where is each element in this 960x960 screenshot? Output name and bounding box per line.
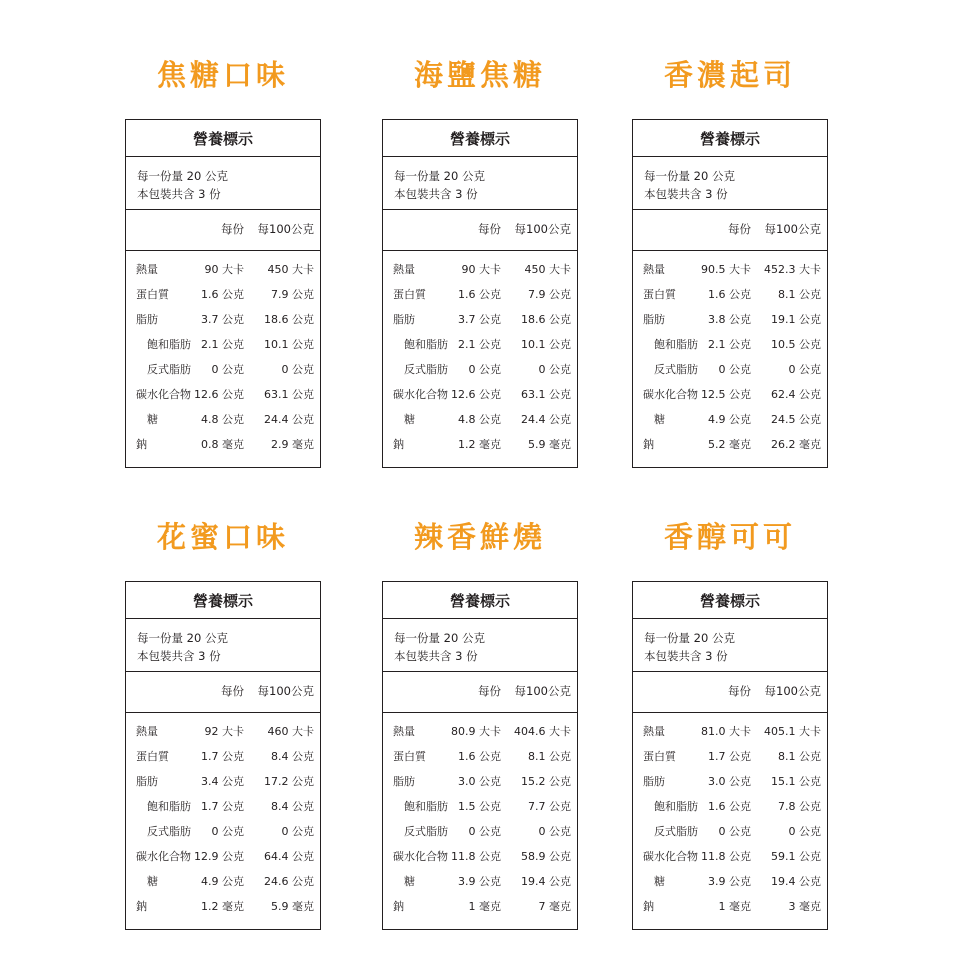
- nutrient-row: [383, 873, 577, 898]
- value-per-100g: 0 公克: [788, 825, 821, 838]
- nutrient-name: 碳水化合物: [136, 850, 191, 863]
- value-per-100g: 5.9 毫克: [528, 438, 571, 451]
- value-per-serving: 0 公克: [718, 825, 751, 838]
- value-per-serving: 2.1 公克: [458, 338, 501, 351]
- serving-info: [383, 619, 577, 672]
- serving-size: 每一份量 20 公克: [137, 631, 228, 645]
- nutrient-name: 糖: [404, 875, 415, 888]
- nutrient-rows: [383, 713, 577, 923]
- value-per-serving: 81.0 大卡: [701, 725, 751, 738]
- nutrient-name: 鈉: [643, 438, 654, 451]
- value-per-serving: 0 公克: [211, 363, 244, 376]
- nutrient-row: [126, 723, 320, 748]
- value-per-100g: 19.4 公克: [521, 875, 571, 888]
- nutrient-name: 碳水化合物: [643, 388, 698, 401]
- label-heading: 營養標示: [126, 120, 320, 157]
- value-per-100g: 2.9 毫克: [271, 438, 314, 451]
- nutrient-row: [383, 748, 577, 773]
- nutrient-name: 糖: [147, 875, 158, 888]
- value-per-100g: 15.1 公克: [771, 775, 821, 788]
- flavor-title: 焦糖口味: [156, 58, 289, 92]
- nutrient-row: [383, 723, 577, 748]
- nutrition-label: [632, 581, 828, 930]
- nutrient-row: [383, 823, 577, 848]
- nutrient-row: [126, 823, 320, 848]
- nutrient-row: [633, 336, 827, 361]
- value-per-100g: 5.9 毫克: [271, 900, 314, 913]
- value-per-100g: 19.1 公克: [771, 313, 821, 326]
- nutrient-row: [633, 411, 827, 436]
- value-per-100g: 0 公克: [538, 363, 571, 376]
- flavor-title: 花蜜口味: [156, 520, 289, 554]
- value-per-serving: 3.7 公克: [201, 313, 244, 326]
- flavor-title: 香濃起司: [663, 58, 796, 92]
- nutrient-name: 鈉: [136, 438, 147, 451]
- value-per-serving: 4.8 公克: [201, 413, 244, 426]
- nutrient-name: 反式脂肪: [404, 825, 448, 838]
- servings-per-package: 本包裝共含 3 份: [137, 649, 221, 663]
- value-per-serving: 1 毫克: [468, 900, 501, 913]
- label-heading: 營養標示: [633, 120, 827, 157]
- value-per-100g: 7.7 公克: [528, 800, 571, 813]
- nutrient-row: [126, 261, 320, 286]
- nutrient-row: [126, 873, 320, 898]
- nutrient-name: 碳水化合物: [393, 388, 448, 401]
- nutrient-name: 碳水化合物: [393, 850, 448, 863]
- nutrient-name: 熱量: [393, 263, 415, 276]
- nutrient-row: [126, 386, 320, 411]
- nutrient-name: 碳水化合物: [136, 388, 191, 401]
- nutrient-row: [383, 798, 577, 823]
- value-per-serving: 90 大卡: [204, 263, 244, 276]
- value-per-100g: 8.1 公克: [528, 750, 571, 763]
- nutrient-row: [633, 361, 827, 386]
- value-per-serving: 3.8 公克: [708, 313, 751, 326]
- servings-per-package: 本包裝共含 3 份: [394, 649, 478, 663]
- value-per-serving: 3.9 公克: [458, 875, 501, 888]
- value-per-serving: 3.7 公克: [458, 313, 501, 326]
- nutrient-name: 熱量: [136, 725, 158, 738]
- nutrient-row: [383, 898, 577, 923]
- nutrient-name: 碳水化合物: [643, 850, 698, 863]
- nutrition-label: [632, 119, 828, 468]
- value-per-100g: 10.1 公克: [264, 338, 314, 351]
- column-per-100g: 每100公克: [764, 684, 821, 698]
- value-per-100g: 7 毫克: [538, 900, 571, 913]
- value-per-serving: 1.6 公克: [201, 288, 244, 301]
- nutrient-name: 飽和脂肪: [654, 338, 698, 351]
- column-per-100g: 每100公克: [257, 222, 314, 236]
- nutrient-row: [126, 286, 320, 311]
- value-per-serving: 92 大卡: [204, 725, 244, 738]
- value-per-serving: 12.9 公克: [194, 850, 244, 863]
- nutrient-row: [633, 748, 827, 773]
- value-per-serving: 0 公克: [718, 363, 751, 376]
- value-per-serving: 1.7 公克: [201, 750, 244, 763]
- flavor-title: 香醇可可: [663, 520, 796, 554]
- value-per-100g: 0 公克: [538, 825, 571, 838]
- nutrient-name: 反式脂肪: [147, 825, 191, 838]
- column-per-serving: 每份: [728, 684, 751, 698]
- value-per-serving: 90 大卡: [461, 263, 501, 276]
- nutrient-row: [126, 361, 320, 386]
- flavor-title: 辣香鮮燒: [413, 520, 546, 554]
- nutrient-name: 脂肪: [136, 313, 158, 326]
- value-per-serving: 3.0 公克: [458, 775, 501, 788]
- value-per-serving: 1 毫克: [718, 900, 751, 913]
- nutrient-name: 脂肪: [393, 775, 415, 788]
- value-per-100g: 15.2 公克: [521, 775, 571, 788]
- value-per-serving: 1.6 公克: [708, 288, 751, 301]
- nutrient-name: 鈉: [393, 438, 404, 451]
- column-header: [126, 672, 320, 713]
- value-per-100g: 63.1 公克: [521, 388, 571, 401]
- nutrient-name: 脂肪: [643, 775, 665, 788]
- nutrient-name: 蛋白質: [136, 750, 169, 763]
- nutrient-row: [383, 361, 577, 386]
- value-per-100g: 17.2 公克: [264, 775, 314, 788]
- serving-size: 每一份量 20 公克: [137, 169, 228, 183]
- nutrient-row: [126, 748, 320, 773]
- nutrient-name: 反式脂肪: [404, 363, 448, 376]
- value-per-100g: 24.4 公克: [521, 413, 571, 426]
- nutrient-row: [633, 848, 827, 873]
- value-per-serving: 5.2 毫克: [708, 438, 751, 451]
- serving-info: [126, 157, 320, 210]
- nutrient-row: [383, 286, 577, 311]
- value-per-100g: 10.1 公克: [521, 338, 571, 351]
- nutrient-row: [126, 898, 320, 923]
- value-per-serving: 0.8 毫克: [201, 438, 244, 451]
- nutrient-name: 熱量: [643, 725, 665, 738]
- label-heading: 營養標示: [126, 582, 320, 619]
- value-per-100g: 26.2 毫克: [771, 438, 821, 451]
- nutrient-name: 熱量: [136, 263, 158, 276]
- label-heading: 營養標示: [383, 582, 577, 619]
- nutrient-rows: [383, 251, 577, 461]
- nutrient-name: 蛋白質: [643, 750, 676, 763]
- column-per-100g: 每100公克: [764, 222, 821, 236]
- nutrient-row: [126, 848, 320, 873]
- nutrient-rows: [633, 713, 827, 923]
- servings-per-package: 本包裝共含 3 份: [394, 187, 478, 201]
- value-per-100g: 19.4 公克: [771, 875, 821, 888]
- column-header: [633, 672, 827, 713]
- column-per-serving: 每份: [478, 684, 501, 698]
- nutrient-name: 糖: [654, 875, 665, 888]
- column-header: [126, 210, 320, 251]
- column-per-serving: 每份: [221, 684, 244, 698]
- nutrient-name: 飽和脂肪: [654, 800, 698, 813]
- label-heading: 營養標示: [383, 120, 577, 157]
- nutrient-name: 蛋白質: [643, 288, 676, 301]
- nutrient-name: 反式脂肪: [654, 825, 698, 838]
- nutrient-row: [383, 386, 577, 411]
- nutrient-row: [383, 848, 577, 873]
- serving-size: 每一份量 20 公克: [394, 169, 485, 183]
- nutrient-row: [126, 411, 320, 436]
- value-per-100g: 18.6 公克: [521, 313, 571, 326]
- nutrient-name: 脂肪: [643, 313, 665, 326]
- value-per-serving: 12.6 公克: [451, 388, 501, 401]
- serving-info: [126, 619, 320, 672]
- nutrition-label: [382, 581, 578, 930]
- nutrient-row: [383, 311, 577, 336]
- column-header: [383, 210, 577, 251]
- nutrient-row: [633, 898, 827, 923]
- nutrient-name: 脂肪: [393, 313, 415, 326]
- value-per-serving: 12.5 公克: [701, 388, 751, 401]
- value-per-100g: 58.9 公克: [521, 850, 571, 863]
- nutrient-name: 糖: [147, 413, 158, 426]
- nutrient-name: 飽和脂肪: [404, 338, 448, 351]
- value-per-100g: 3 毫克: [788, 900, 821, 913]
- value-per-100g: 24.5 公克: [771, 413, 821, 426]
- value-per-serving: 2.1 公克: [708, 338, 751, 351]
- servings-per-package: 本包裝共含 3 份: [644, 649, 728, 663]
- column-per-serving: 每份: [221, 222, 244, 236]
- serving-info: [633, 157, 827, 210]
- column-per-serving: 每份: [478, 222, 501, 236]
- value-per-100g: 8.1 公克: [778, 750, 821, 763]
- nutrition-label: [125, 581, 321, 930]
- nutrient-row: [126, 436, 320, 461]
- nutrient-rows: [126, 713, 320, 923]
- nutrient-name: 熱量: [393, 725, 415, 738]
- column-header: [633, 210, 827, 251]
- column-per-100g: 每100公克: [257, 684, 314, 698]
- value-per-100g: 405.1 大卡: [764, 725, 821, 738]
- nutrient-row: [383, 436, 577, 461]
- value-per-100g: 7.8 公克: [778, 800, 821, 813]
- nutrient-row: [126, 336, 320, 361]
- serving-size: 每一份量 20 公克: [644, 631, 735, 645]
- nutrition-label: [125, 119, 321, 468]
- value-per-serving: 4.9 公克: [201, 875, 244, 888]
- value-per-serving: 0 公克: [468, 363, 501, 376]
- nutrient-rows: [633, 251, 827, 461]
- nutrient-row: [633, 436, 827, 461]
- nutrient-name: 熱量: [643, 263, 665, 276]
- nutrient-name: 蛋白質: [136, 288, 169, 301]
- column-header: [383, 672, 577, 713]
- nutrient-row: [383, 773, 577, 798]
- servings-per-package: 本包裝共含 3 份: [137, 187, 221, 201]
- value-per-100g: 452.3 大卡: [764, 263, 821, 276]
- nutrient-name: 鈉: [136, 900, 147, 913]
- value-per-100g: 0 公克: [788, 363, 821, 376]
- nutrient-row: [633, 723, 827, 748]
- value-per-100g: 59.1 公克: [771, 850, 821, 863]
- value-per-serving: 4.9 公克: [708, 413, 751, 426]
- nutrient-name: 飽和脂肪: [404, 800, 448, 813]
- label-heading: 營養標示: [633, 582, 827, 619]
- column-per-serving: 每份: [728, 222, 751, 236]
- nutrient-row: [633, 311, 827, 336]
- value-per-serving: 80.9 大卡: [451, 725, 501, 738]
- nutrient-name: 鈉: [393, 900, 404, 913]
- nutrient-name: 脂肪: [136, 775, 158, 788]
- value-per-serving: 1.6 公克: [458, 288, 501, 301]
- value-per-100g: 10.5 公克: [771, 338, 821, 351]
- value-per-serving: 1.6 公克: [458, 750, 501, 763]
- value-per-100g: 63.1 公克: [264, 388, 314, 401]
- nutrient-row: [633, 823, 827, 848]
- value-per-100g: 64.4 公克: [264, 850, 314, 863]
- nutrient-name: 反式脂肪: [654, 363, 698, 376]
- nutrient-name: 飽和脂肪: [147, 338, 191, 351]
- value-per-serving: 11.8 公克: [451, 850, 501, 863]
- nutrient-row: [383, 411, 577, 436]
- nutrient-row: [633, 261, 827, 286]
- nutrient-name: 糖: [654, 413, 665, 426]
- value-per-serving: 2.1 公克: [201, 338, 244, 351]
- serving-info: [383, 157, 577, 210]
- value-per-100g: 450 大卡: [524, 263, 571, 276]
- nutrient-row: [383, 261, 577, 286]
- nutrient-row: [633, 873, 827, 898]
- serving-info: [633, 619, 827, 672]
- value-per-100g: 460 大卡: [267, 725, 314, 738]
- value-per-serving: 4.8 公克: [458, 413, 501, 426]
- value-per-serving: 1.5 公克: [458, 800, 501, 813]
- value-per-serving: 1.2 毫克: [201, 900, 244, 913]
- column-per-100g: 每100公克: [514, 222, 571, 236]
- value-per-100g: 18.6 公克: [264, 313, 314, 326]
- nutrient-name: 蛋白質: [393, 750, 426, 763]
- nutrient-row: [633, 773, 827, 798]
- flavor-title: 海鹽焦糖: [413, 58, 546, 92]
- value-per-100g: 8.1 公克: [778, 288, 821, 301]
- nutrient-row: [633, 798, 827, 823]
- value-per-serving: 1.2 毫克: [458, 438, 501, 451]
- nutrient-row: [126, 773, 320, 798]
- nutrient-name: 糖: [404, 413, 415, 426]
- nutrient-row: [383, 336, 577, 361]
- servings-per-package: 本包裝共含 3 份: [644, 187, 728, 201]
- value-per-100g: 24.4 公克: [264, 413, 314, 426]
- value-per-serving: 1.7 公克: [201, 800, 244, 813]
- nutrient-name: 鈉: [643, 900, 654, 913]
- nutrition-label: [382, 119, 578, 468]
- nutrient-name: 反式脂肪: [147, 363, 191, 376]
- value-per-serving: 3.0 公克: [708, 775, 751, 788]
- value-per-100g: 7.9 公克: [528, 288, 571, 301]
- nutrient-name: 飽和脂肪: [147, 800, 191, 813]
- serving-size: 每一份量 20 公克: [394, 631, 485, 645]
- nutrient-row: [633, 386, 827, 411]
- value-per-100g: 7.9 公克: [271, 288, 314, 301]
- nutrient-row: [633, 286, 827, 311]
- value-per-100g: 62.4 公克: [771, 388, 821, 401]
- value-per-serving: 12.6 公克: [194, 388, 244, 401]
- value-per-100g: 404.6 大卡: [514, 725, 571, 738]
- value-per-serving: 0 公克: [211, 825, 244, 838]
- value-per-100g: 0 公克: [281, 825, 314, 838]
- value-per-serving: 3.4 公克: [201, 775, 244, 788]
- nutrient-row: [126, 311, 320, 336]
- value-per-100g: 24.6 公克: [264, 875, 314, 888]
- nutrient-name: 蛋白質: [393, 288, 426, 301]
- value-per-serving: 1.6 公克: [708, 800, 751, 813]
- value-per-serving: 0 公克: [468, 825, 501, 838]
- value-per-serving: 3.9 公克: [708, 875, 751, 888]
- value-per-serving: 1.7 公克: [708, 750, 751, 763]
- value-per-100g: 8.4 公克: [271, 800, 314, 813]
- serving-size: 每一份量 20 公克: [644, 169, 735, 183]
- value-per-serving: 90.5 大卡: [701, 263, 751, 276]
- value-per-100g: 0 公克: [281, 363, 314, 376]
- value-per-100g: 8.4 公克: [271, 750, 314, 763]
- nutrient-row: [126, 798, 320, 823]
- value-per-100g: 450 大卡: [267, 263, 314, 276]
- column-per-100g: 每100公克: [514, 684, 571, 698]
- nutrient-rows: [126, 251, 320, 461]
- value-per-serving: 11.8 公克: [701, 850, 751, 863]
